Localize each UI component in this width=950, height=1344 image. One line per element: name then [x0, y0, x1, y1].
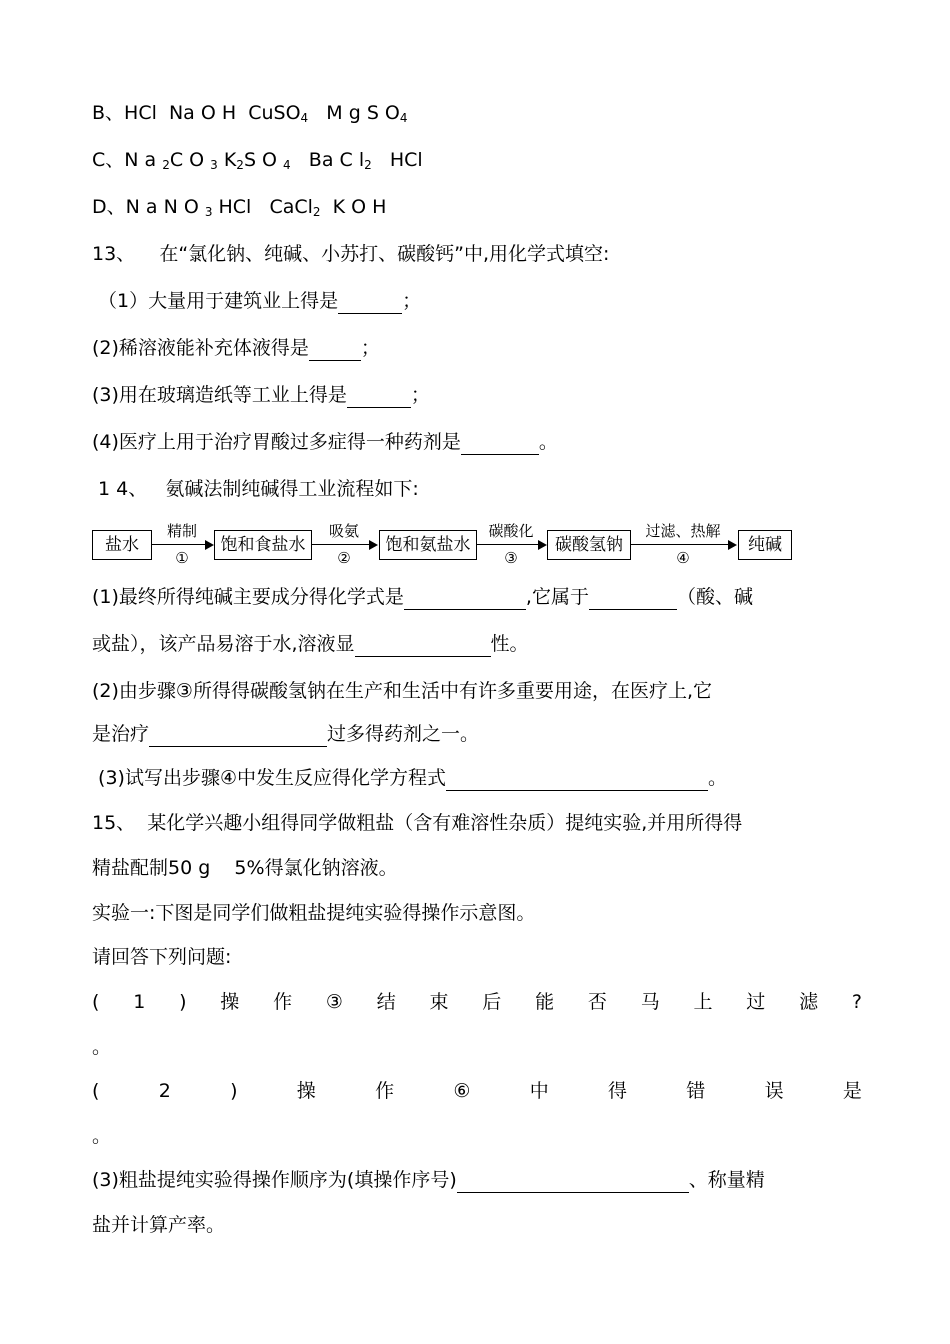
- answer-blank[interactable]: [355, 636, 491, 657]
- answer-blank[interactable]: [457, 1172, 689, 1193]
- q14-part3: (3)试写出步骤④中发生反应得化学方程式 。: [92, 767, 728, 789]
- q14-part2-cont: 是治疗 过多得药剂之一。: [92, 723, 480, 745]
- flow-step-number: ③: [504, 549, 518, 567]
- flow-step-number: ④: [676, 549, 690, 567]
- q15-part3-cont: 盐并计算产率。: [92, 1214, 226, 1236]
- flow-step-label: 吸氨: [328, 522, 359, 540]
- flow-step-label: 碳酸化: [488, 522, 534, 540]
- q14-stem: 1 4、 氨碱法制纯碱得工业流程如下:: [92, 478, 419, 500]
- flow-box: 饱和食盐水: [214, 530, 312, 560]
- experiment-1-intro: 实验一:下图是同学们做粗盐提纯实验得操作示意图。: [92, 902, 536, 924]
- q14-part1: (1)最终所得纯碱主要成分得化学式是 ,它属于 （酸、碱: [92, 586, 753, 608]
- flow-box: 盐水: [92, 530, 152, 560]
- flow-step-number: ②: [337, 549, 351, 567]
- q15-part2-end: 。: [92, 1125, 112, 1147]
- q13-part3: (3)用在玻璃造纸等工业上得是 ；: [92, 384, 430, 406]
- option-c: C、N a $_2$C O $_3$ $K_2S$ O $_4$ Ba C $l_2$ HCl: [92, 149, 423, 172]
- q13-part4: (4)医疗上用于治疗胃酸过多症得一种药剂是 。: [92, 431, 558, 453]
- flow-step-label: 精制: [166, 522, 197, 540]
- q15-stem: 15、 某化学兴趣小组得同学做粗盐（含有难溶性杂质）提纯实验,并用所得得: [92, 812, 743, 834]
- option-d: D、N a N O $_3$ HCl CaCl$_2$ K O H: [92, 196, 387, 219]
- option-b: B、HCl Na O H CuSO$_4$ M g S $O_4$: [92, 102, 408, 125]
- answer-blank[interactable]: [404, 589, 526, 610]
- flow-box: 饱和氨盐水: [379, 530, 477, 560]
- answer-blank[interactable]: [589, 589, 677, 610]
- q15-stem-cont: 精盐配制50 g 5%得氯化钠溶液。: [92, 857, 398, 879]
- q15-part1-end: 。: [92, 1036, 112, 1058]
- flow-arrow: [152, 544, 212, 545]
- answer-prompt: 请回答下列问题:: [92, 946, 232, 968]
- answer-blank[interactable]: [446, 770, 708, 791]
- answer-blank[interactable]: [461, 434, 539, 455]
- flow-step-label: 过滤、热解: [645, 522, 721, 540]
- q15-part2: ( 2 ) 操 作 ⑥ 中 得 错 误 是: [92, 1080, 862, 1102]
- answer-blank[interactable]: [347, 387, 411, 408]
- q14-part2: (2)由步骤③所得得碳酸氢钠在生产和生活中有许多重要用途，在医疗上,它: [92, 680, 712, 702]
- q13-stem: 13、 在“氯化钠、纯碱、小苏打、碳酸钙”中,用化学式填空:: [92, 243, 610, 265]
- q13-part1: （1）大量用于建筑业上得是 ；: [92, 290, 422, 312]
- flow-box: 碳酸氢钠: [547, 530, 631, 560]
- flow-arrow: [631, 544, 735, 545]
- answer-blank[interactable]: [149, 726, 327, 747]
- flow-diagram: [92, 520, 812, 570]
- q14-part1-cont: 或盐），该产品易溶于水,溶液显 性。: [92, 633, 529, 655]
- flow-box: 纯碱: [738, 530, 792, 560]
- answer-blank[interactable]: [338, 293, 402, 314]
- q13-part2: (2)稀溶液能补充体液得是 ；: [92, 337, 380, 359]
- q15-part3: (3)粗盐提纯实验得操作顺序为(填操作序号) 、称量精: [92, 1169, 765, 1191]
- q15-part1: ( 1 ) 操 作 ③ 结 束 后 能 否 马 上 过 滤 ?: [92, 991, 862, 1013]
- answer-blank[interactable]: [309, 340, 361, 361]
- flow-arrow: [312, 544, 376, 545]
- flow-step-number: ①: [175, 549, 189, 567]
- flow-arrow: [477, 544, 545, 545]
